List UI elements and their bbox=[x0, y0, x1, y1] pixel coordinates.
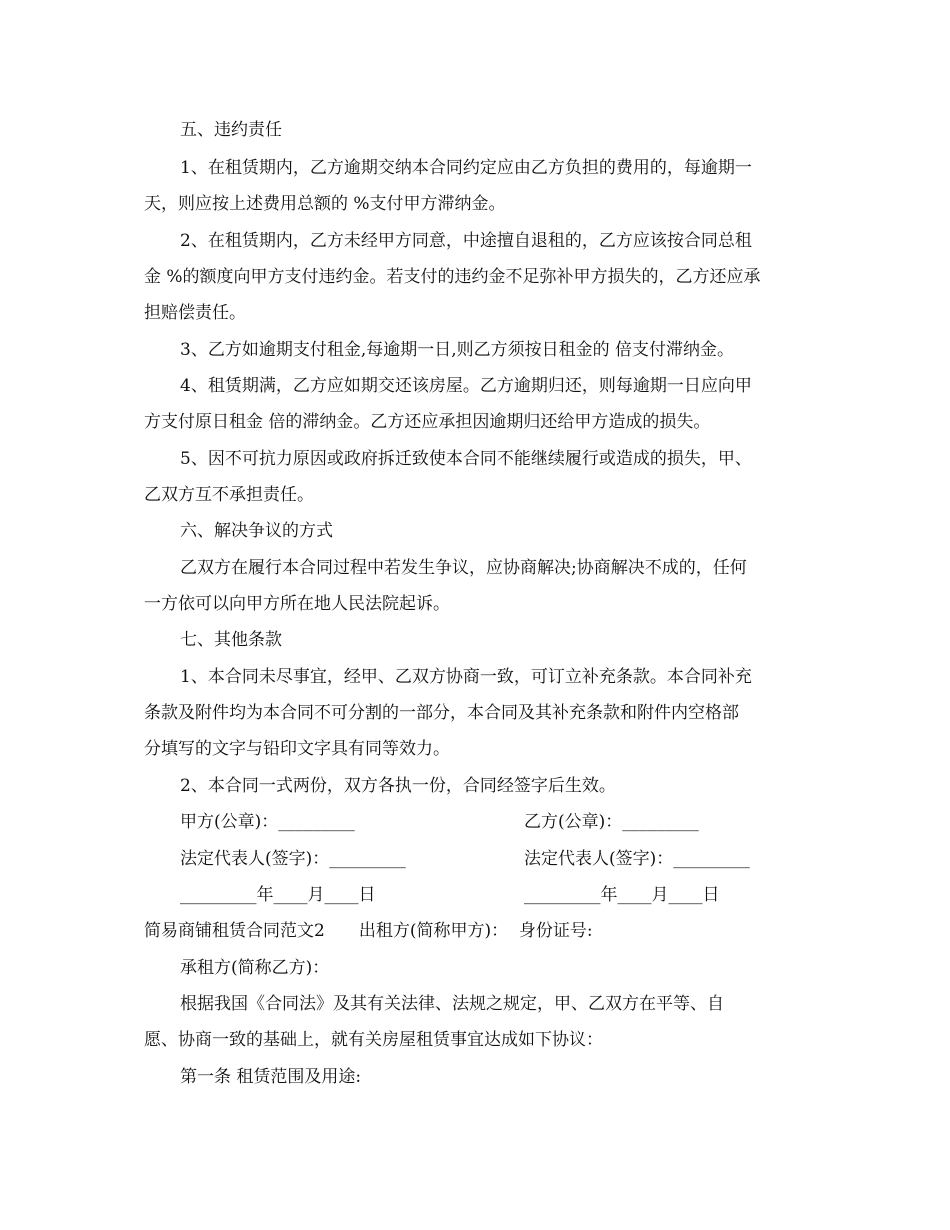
section-5-item-2-line-3: 担赔偿责任。 bbox=[144, 303, 246, 323]
section-7-item-1-line-1: 1、本合同未尽事宜，经甲、乙双方协商一致，可订立补充条款。本合同补充 bbox=[180, 667, 752, 687]
contract-2-title-line: 简易商铺租赁合同范文2 出租方(简称甲方)： 身份证号: bbox=[144, 921, 593, 941]
section-5-item-5-line-2: 乙双方互不承担责任。 bbox=[144, 485, 314, 505]
section-6-heading: 六、解决争议的方式 bbox=[180, 521, 333, 541]
party-b-representative-field: 法定代表人(签字)：_________ bbox=[524, 849, 750, 869]
party-a-representative-field: 法定代表人(签字)：_________ bbox=[180, 849, 406, 869]
party-a-seal-field: 甲方(公章)：_________ bbox=[180, 812, 355, 832]
section-5-item-5-line-1: 5、因不可抗力原因或政府拆迁致使本合同不能继续履行或造成的损失，甲、 bbox=[180, 449, 752, 469]
section-7-heading: 七、其他条款 bbox=[180, 630, 282, 650]
preamble-line-1: 根据我国《合同法》及其有关法律、法规之规定，甲、乙双方在平等、自 bbox=[180, 994, 724, 1014]
section-5-item-4-line-2: 方支付原日租金 倍的滞纳金。乙方还应承担因逾期归还给甲方造成的损失。 bbox=[144, 412, 711, 432]
section-7-item-1-line-3: 分填写的文字与铅印文字具有同等效力。 bbox=[144, 739, 450, 759]
party-a-date-field: _________年____月____日 bbox=[180, 885, 376, 905]
section-5-heading: 五、违约责任 bbox=[180, 120, 282, 140]
section-5-item-2-line-1: 2、在租赁期内，乙方未经甲方同意，中途擅自退租的，乙方应该按合同总租 bbox=[180, 231, 752, 251]
section-5-item-3: 3、乙方如逾期支付租金,每逾期一日,则乙方须按日租金的 倍支付滞纳金。 bbox=[180, 340, 735, 360]
section-5-item-2-line-2: 金 %的额度向甲方支付违约金。若支付的违约金不足弥补甲方损失的，乙方还应承 bbox=[144, 267, 761, 287]
preamble-line-2: 愿、协商一致的基础上，就有关房屋租赁事宜达成如下协议： bbox=[144, 1030, 603, 1050]
section-5-item-1-line-2: 天，则应按上述费用总额的 %支付甲方滞纳金。 bbox=[144, 194, 506, 214]
lessee-line: 承租方(简称乙方)： bbox=[180, 958, 330, 978]
article-1-heading: 第一条 租赁范围及用途: bbox=[180, 1067, 362, 1087]
section-6-body-line-1: 乙双方在履行本合同过程中若发生争议，应协商解决;协商解决不成的，任何 bbox=[180, 558, 747, 578]
party-b-seal-field: 乙方(公章)：_________ bbox=[524, 812, 699, 832]
section-5-item-4-line-1: 4、租赁期满，乙方应如期交还该房屋。乙方逾期归还，则每逾期一日应向甲 bbox=[180, 376, 752, 396]
section-7-item-2: 2、本合同一式两份，双方各执一份，合同经签字后生效。 bbox=[180, 776, 616, 796]
section-5-item-1-line-1: 1、在租赁期内，乙方逾期交纳本合同约定应由乙方负担的费用的，每逾期一 bbox=[180, 158, 752, 178]
section-7-item-1-line-2: 条款及附件均为本合同不可分割的一部分，本合同及其补充条款和附件内空格部 bbox=[144, 703, 739, 723]
section-6-body-line-2: 一方依可以向甲方所在地人民法院起诉。 bbox=[144, 594, 450, 614]
party-b-date-field: _________年____月____日 bbox=[524, 885, 720, 905]
